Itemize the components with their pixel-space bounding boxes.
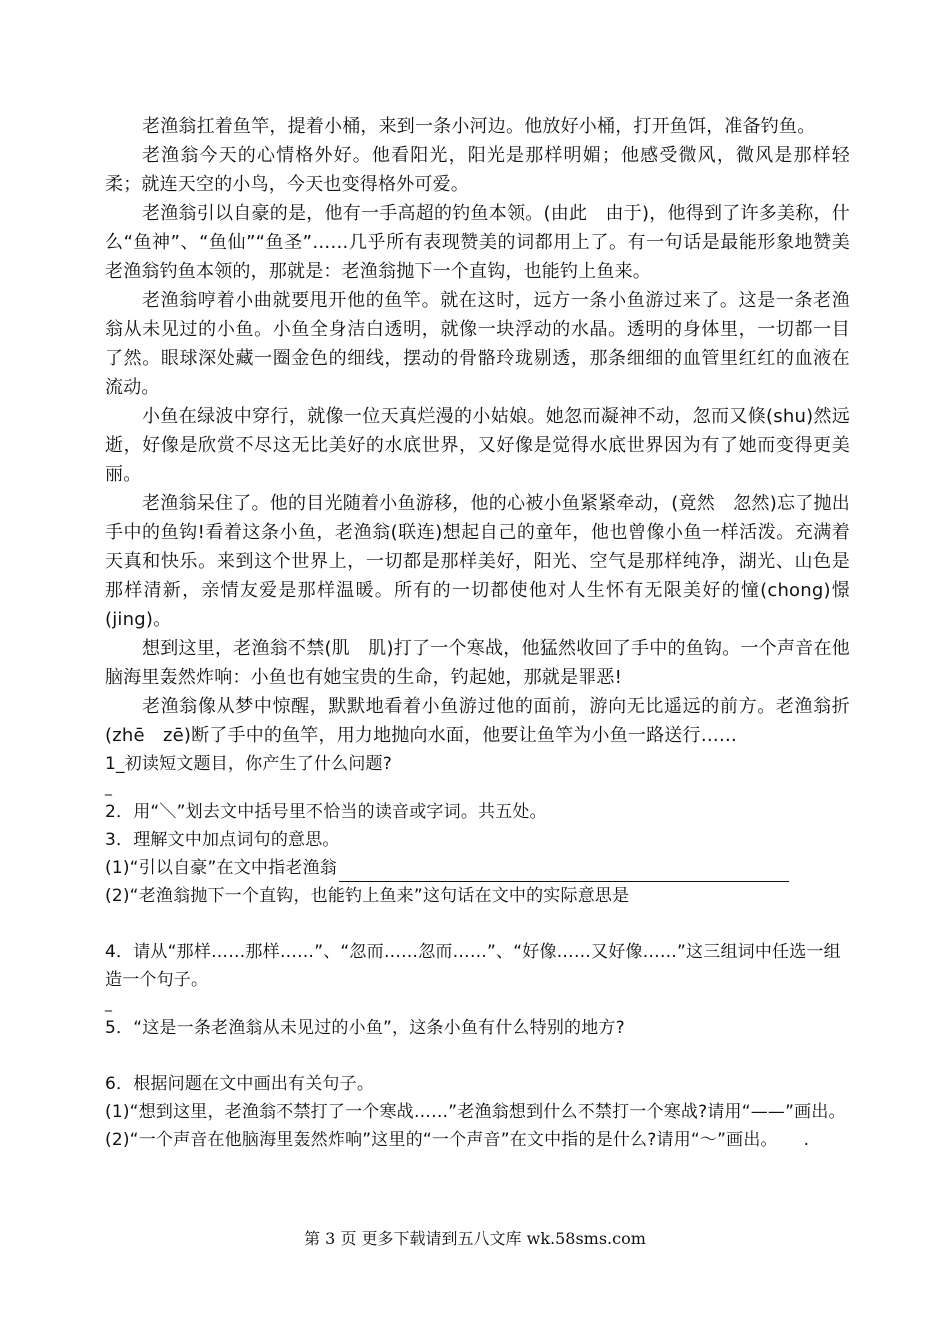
question-6-1: (1)“想到这里，老渔翁不禁打了一个寒战……”老渔翁想到什么不禁打一个寒战?请用“——”画出。 [105,1102,846,1122]
question-4: 4．请从“那样……那样……”、“忽而……忽而……”、“好像……又好像……”这三组词中任选一组造一个句子。 [105,942,841,990]
passage-paragraph-3: 老渔翁引以自豪的是，他有一手高超的钓鱼本领。(由此 由于)，他得到了许多美称，什么“鱼神”、“鱼仙”“鱼圣”……几乎所有表现赞美的词都用上了。有一句话是最能形象地赞美老渔翁钓鱼本领的，那就是：老渔翁抛下一个直钩，也能钓上鱼来。 [105,203,850,282]
passage-paragraph-4: 老渔翁哼着小曲就要甩开他的鱼竿。就在这时，远方一条小鱼游过来了。这是一条老渔翁从未见过的小鱼。小鱼全身洁白透明，就像一块浮动的水晶。透明的身体里，一切都一目了然。眼球深处藏一圈金色的细线，摆动的骨骼玲珑剔透，那条细细的血管里红红的血液在流动。 [105,290,850,398]
answer-line-3-1[interactable] [339,863,789,882]
passage-paragraph-1: 老渔翁扛着鱼竿，提着小桶，来到一条小河边。他放好小桶，打开鱼饵，准备钓鱼。 [142,116,816,137]
page-footer: 第 3 页 更多下载请到五八文库 wk.58sms.com [304,1229,646,1248]
question-3-2: (2)“老渔翁抛下一个直钩，也能钓上鱼来”这句话在文中的实际意思是 [105,886,630,906]
passage-paragraph-7: 想到这里，老渔翁不禁(肌 肌)打了一个寒战，他猛然收回了手中的鱼钩。一个声音在他脑海里轰然炸响：小鱼也有她宝贵的生命，钓起她，那就是罪恶! [105,638,850,688]
question-6: 6．根据问题在文中画出有关句子。 [105,1074,375,1094]
question-3-1 [105,854,850,882]
question-3: 3．理解文中加点词句的意思。 [105,830,340,850]
answer-blank-4[interactable]: _ [105,996,112,1012]
passage-paragraph-6: 老渔翁呆住了。他的目光随着小鱼游移，他的心被小鱼紧紧牵动，(竟然 忽然)忘了抛出手中的鱼钩!看着这条小鱼，老渔翁(联连)想起自己的童年，他也曾像小鱼一样活泼。充满着天真和快乐。来到这个世界上，一切都是那样美好，阳光、空气是那样纯净，湖光、山色是那样清新，亲情友爱是那样温暖。所有的一切都使他对人生怀有无限美好的憧(chong)憬(jing)。 [105,493,850,630]
passage-paragraph-5: 小鱼在绿波中穿行，就像一位天真烂漫的小姑娘。她忽而凝神不动，忽而又倏(shu)然远逝，好像是欣赏不尽这无比美好的水底世界，又好像是觉得水底世界因为有了她而变得更美丽。 [105,406,850,485]
question-3-1-text: (1)“引以自豪”在文中指老渔翁 [105,858,337,878]
answer-space-3-2[interactable] [105,910,850,938]
passage-paragraph-2: 老渔翁今天的心情格外好。他看阳光，阳光是那样明媚；他感受微风，微风是那样轻柔；就连天空的小鸟，今天也变得格外可爱。 [105,145,850,195]
question-5: 5．“这是一条老渔翁从未见过的小鱼”，这条小鱼有什么特别的地方? [105,1018,625,1038]
question-1: 1_初读短文题目，你产生了什么问题? [105,754,392,774]
passage-paragraph-8: 老渔翁像从梦中惊醒，默默地看着小鱼游过他的面前，游向无比遥远的前方。老渔翁折(zhē zē)断了手中的鱼竿，用力地抛向水面，他要让鱼竿为小鱼一路送行…… [105,696,850,746]
question-6-2: (2)“一个声音在他脑海里轰然炸响”这里的“一个声音”在文中指的是什么?请用“～”画出。 . [105,1130,810,1150]
question-2: 2．用“＼”划去文中括号里不恰当的读音或字词。共五处。 [105,802,547,822]
document-page [105,112,850,1154]
answer-space-5[interactable] [105,1042,850,1070]
answer-blank-1[interactable]: _ [105,780,112,796]
